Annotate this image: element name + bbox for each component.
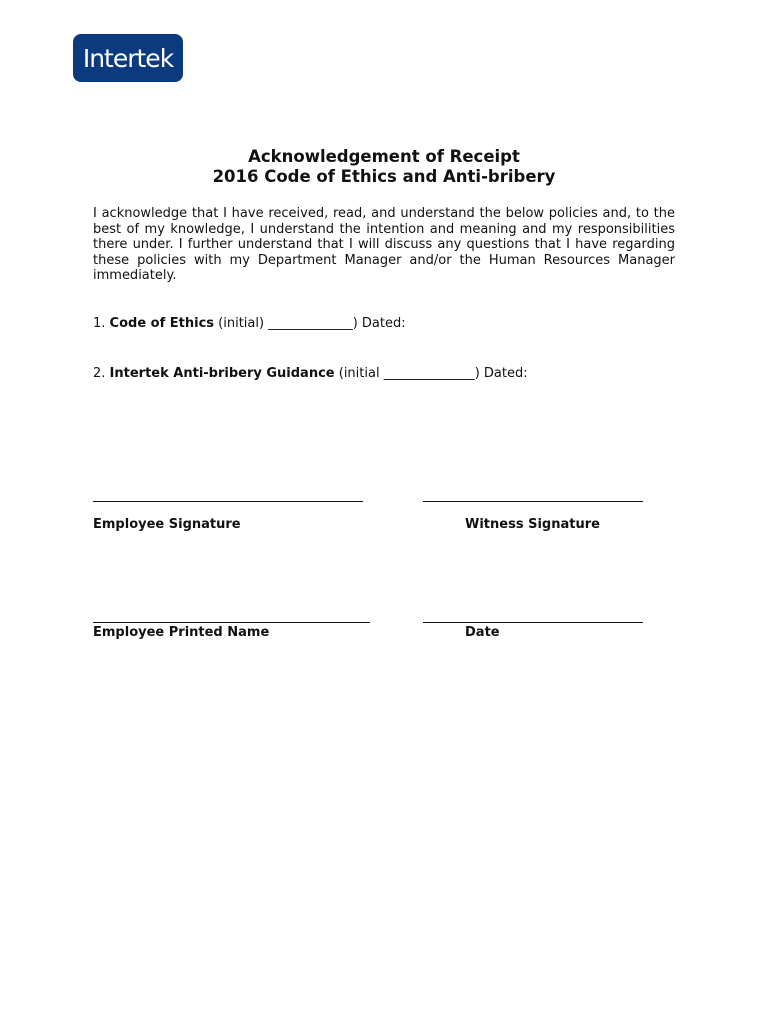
employee-signature-label: Employee Signature	[93, 517, 241, 532]
initial-label: (initial)	[218, 316, 265, 331]
item-name: Code of Ethics	[109, 316, 215, 331]
policy-item-anti-bribery	[93, 366, 528, 382]
item-number: 1.	[93, 316, 106, 331]
employee-printed-name-line	[93, 622, 370, 623]
item-number: 2.	[93, 366, 106, 381]
dated-label: ) Dated:	[474, 366, 528, 381]
document-title: Acknowledgement of Receipt	[248, 147, 520, 166]
witness-signature-line	[423, 501, 643, 502]
date-label: Date	[465, 625, 500, 640]
initial-label: (initial	[338, 366, 380, 381]
acknowledgement-paragraph: I acknowledge that I have received, read, and understand the below policies and, to the best of my knowledge, I understand the intention and meaning and my responsibilities there under. I further understand that I will discuss any questions that I have regarding these policies with my Department Manager and/or the Human Resources Manager immediately.	[93, 206, 675, 283]
item-name: Intertek Anti-bribery Guidance	[109, 366, 335, 381]
intertek-logo	[73, 34, 183, 82]
employee-printed-name-label: Employee Printed Name	[93, 625, 270, 640]
employee-signature-line	[93, 501, 363, 502]
initial-blank: ______________	[383, 366, 475, 381]
document-subtitle: 2016 Code of Ethics and Anti-bribery	[212, 167, 556, 186]
policy-item-code-of-ethics	[93, 316, 406, 332]
witness-signature-label: Witness Signature	[465, 517, 600, 532]
dated-label: ) Dated:	[352, 316, 406, 331]
logo-text: Intertek	[82, 43, 174, 73]
date-line	[423, 622, 643, 623]
initial-blank: _____________	[268, 316, 353, 331]
